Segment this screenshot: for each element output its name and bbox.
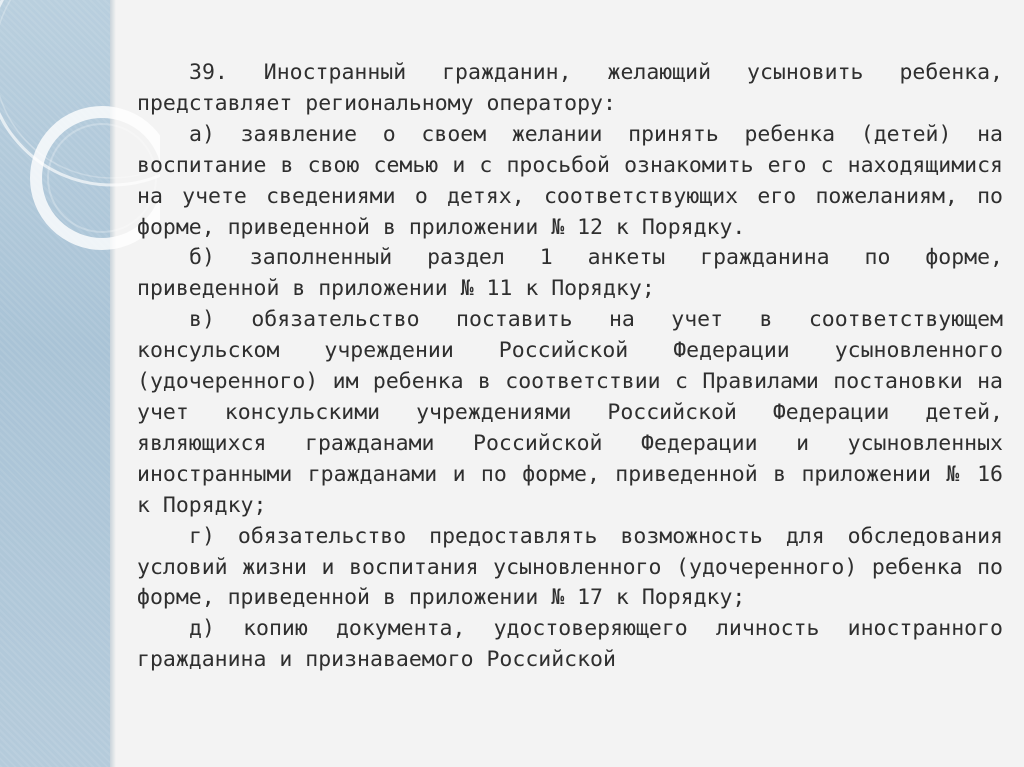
- paragraph-39: 39. Иностранный гражданин, желающий усыновить ребенка, представляет региональному оператору:: [137, 60, 1003, 116]
- paragraph-v: в) обязательство поставить на учет в соответствующем консульском учреждении Российской Федерации усыновленного (удочеренного) им ребенка в соответствии с Правилами постановки на учет консульскими учреждениями Российской Федерации детей, являющихся гражданами Российской Федерации и усыновленных иностранными гражданами и по форме, приведенной в приложении № 16 к Порядку;: [137, 307, 1003, 518]
- document-text: [137, 58, 1003, 767]
- paragraph-d: д) копию документа, удостоверяющего личность иностранного гражданина и признаваемого Российской: [137, 616, 1003, 673]
- paragraph-a: а) заявление о своем желании принять ребенка (детей) на воспитание в свою семью и с просьбой ознакомить его с находящимися на учете сведениями о детях, соответствующих его пожеланиям, по форме, приведенной в приложении № 12 к Порядку.: [137, 121, 1003, 240]
- side-band-shadow: [110, 0, 116, 767]
- paragraph-b: б) заполненный раздел 1 анкеты гражданина по форме, приведенной в приложении № 11 к Порядку;: [137, 245, 1003, 302]
- paragraph-g: г) обязательство предоставлять возможность для обследования условий жизни и воспитания усыновленного (удочеренного) ребенка по форме, приведенной в приложении № 17 к Порядку;: [137, 523, 1003, 611]
- decorative-side-band: [0, 0, 110, 767]
